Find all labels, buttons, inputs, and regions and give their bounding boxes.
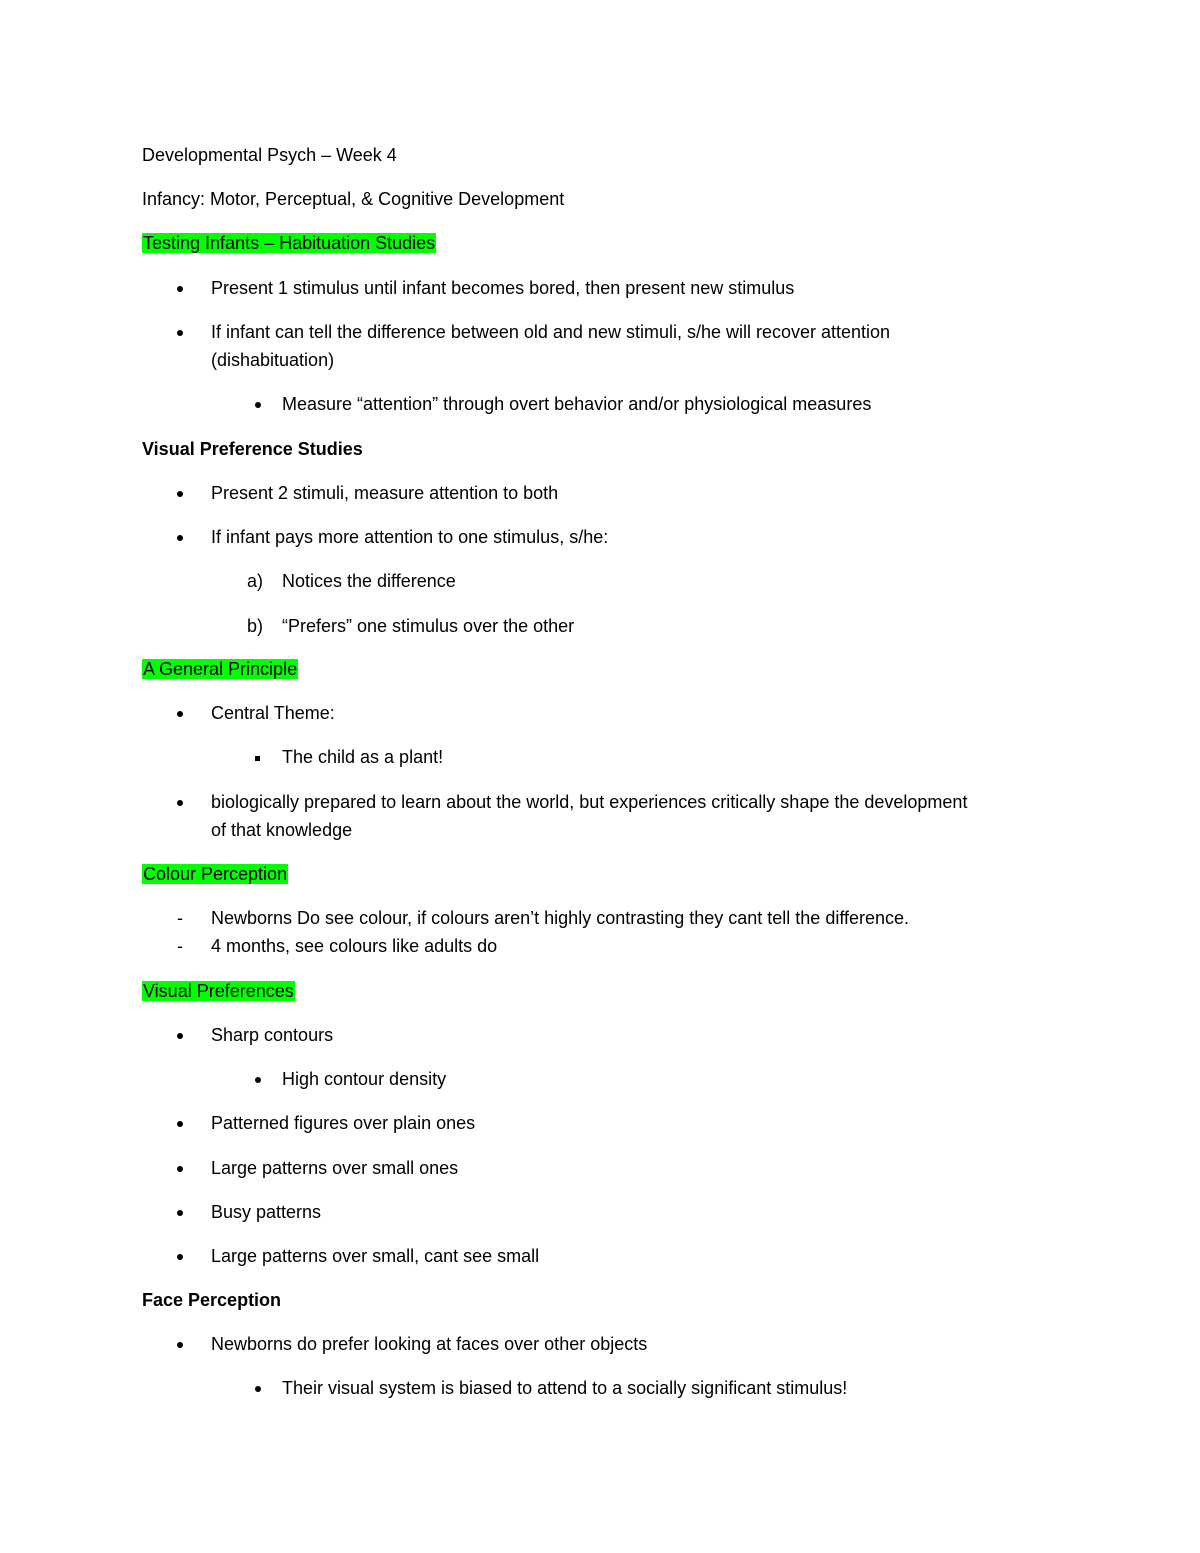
general-principle-heading-text: A General Principle — [143, 659, 298, 679]
bullet-icon — [177, 1121, 183, 1127]
gp-bullet-1: Central Theme: — [211, 703, 335, 723]
vp-bullet-3: Large patterns over small ones — [211, 1158, 459, 1178]
bullet-icon — [255, 1386, 261, 1392]
habituation-heading-text: Testing Infants – Habituation Studies — [143, 233, 436, 253]
gp-sub-bullet: The child as a plant! — [282, 747, 444, 767]
face-perception-heading: Face Perception — [142, 1290, 282, 1310]
vps-item-a: Notices the difference — [282, 571, 456, 591]
vps-bullet-2: If infant pays more attention to one stimulus, s/he: — [211, 527, 609, 547]
gp-bullet-2-line-1: biologically prepared to learn about the world, but experiences critically shape the development — [211, 792, 968, 812]
vps-item-b: “Prefers” one stimulus over the other — [282, 616, 575, 636]
bullet-icon — [177, 1210, 183, 1216]
course-title: Developmental Psych – Week 4 — [142, 145, 397, 165]
vp-bullet-4: Busy patterns — [211, 1202, 322, 1222]
general-principle-heading — [142, 657, 298, 681]
habituation-bullet-2-line-1: If infant can tell the difference between old and new stimuli, s/he will recover attention — [211, 322, 891, 342]
gp-bullet-2-line-2: of that knowledge — [211, 820, 353, 840]
vps-bullet-1: Present 2 stimuli, measure attention to both — [211, 483, 559, 503]
habituation-sub-bullet: Measure “attention” through overt behavior and/or physiological measures — [282, 394, 872, 414]
list-marker-b: b) — [247, 616, 264, 636]
face-sub-bullet: Their visual system is biased to attend to a socially significant stimulus! — [282, 1378, 848, 1398]
bullet-icon — [177, 1033, 183, 1039]
bullet-icon — [255, 1077, 261, 1083]
colour-item-2: 4 months, see colours like adults do — [211, 936, 498, 956]
visual-preferences-heading — [142, 979, 295, 1003]
bullet-icon — [177, 1166, 183, 1172]
bullet-icon — [177, 330, 183, 336]
vp-bullet-5: Large patterns over small, cant see small — [211, 1246, 540, 1266]
bullet-icon — [255, 402, 261, 408]
bullet-icon — [177, 1254, 183, 1260]
list-marker-a: a) — [247, 571, 264, 591]
bullet-icon — [177, 711, 183, 717]
dash-marker: - — [177, 936, 183, 956]
dash-marker: - — [177, 908, 183, 928]
bullet-icon — [177, 491, 183, 497]
square-bullet-icon — [255, 756, 260, 761]
vp-bullet-1: Sharp contours — [211, 1025, 334, 1045]
bullet-icon — [177, 1342, 183, 1348]
visual-preferences-heading-text: Visual Preferences — [143, 981, 294, 1001]
vp-bullet-2: Patterned figures over plain ones — [211, 1113, 476, 1133]
bullet-icon — [177, 286, 183, 292]
bullet-icon — [177, 800, 183, 806]
face-bullet-1: Newborns do prefer looking at faces over other objects — [211, 1334, 648, 1354]
colour-item-1: Newborns Do see colour, if colours aren’t highly contrasting they cant tell the difference. — [211, 908, 910, 928]
bullet-icon — [177, 535, 183, 541]
habituation-bullet-1: Present 1 stimulus until infant becomes bored, then present new stimulus — [211, 278, 795, 298]
habituation-heading — [142, 231, 436, 255]
colour-perception-heading — [142, 862, 288, 886]
vp-sub-bullet: High contour density — [282, 1069, 447, 1089]
visual-preference-studies-heading: Visual Preference Studies — [142, 439, 363, 459]
habituation-bullet-2-line-2: (dishabituation) — [211, 350, 335, 370]
colour-perception-heading-text: Colour Perception — [143, 864, 288, 884]
topic-title: Infancy: Motor, Perceptual, & Cognitive Development — [142, 189, 565, 209]
